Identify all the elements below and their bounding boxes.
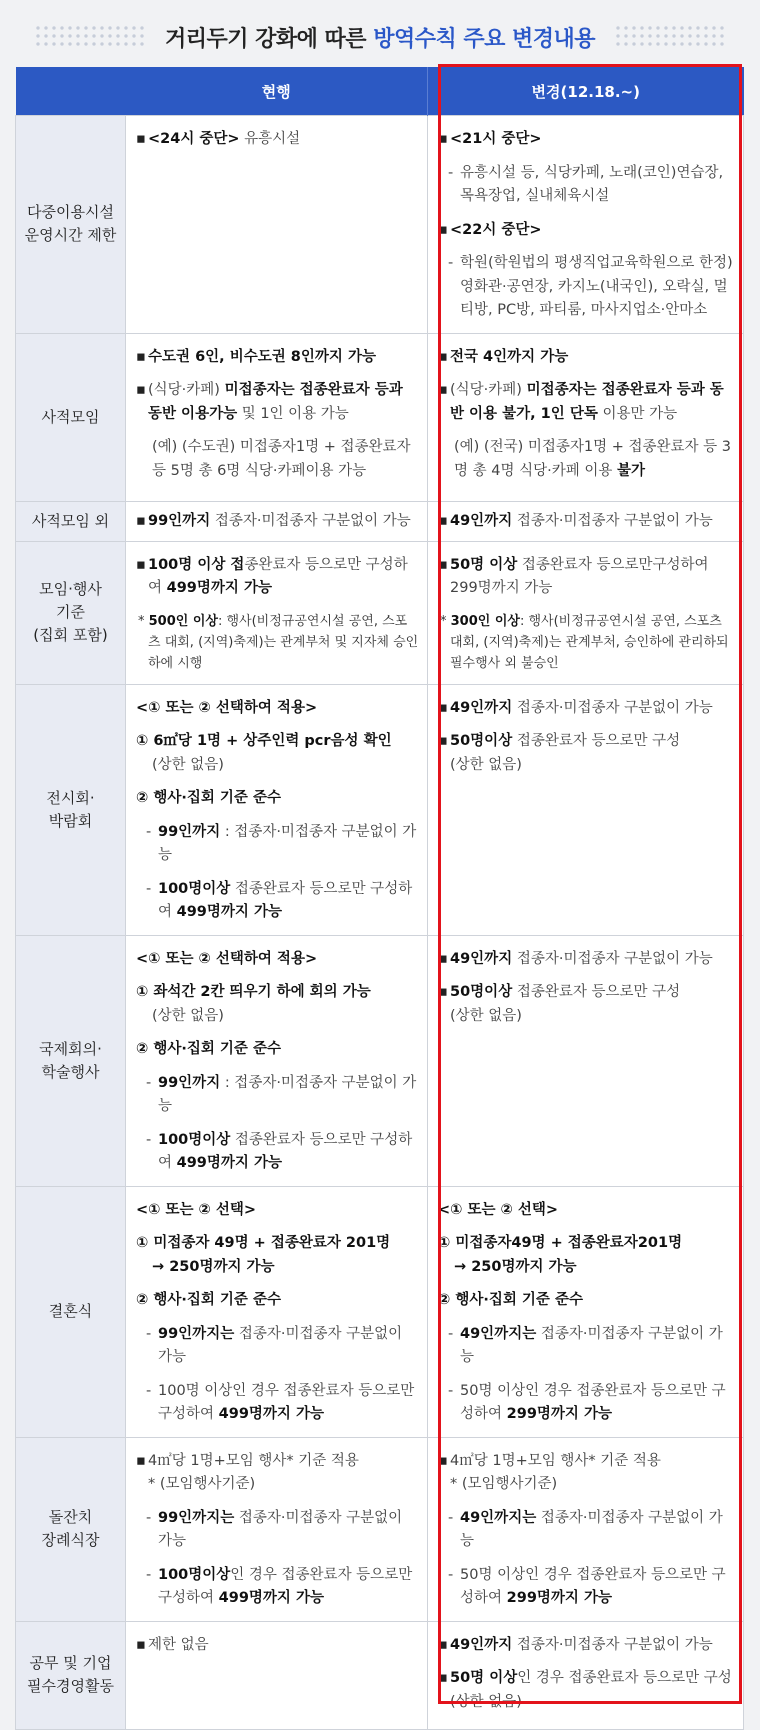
current-cell — [126, 541, 428, 684]
current-line: <① 또는 ② 선택> — [136, 1201, 257, 1218]
current-line: ▪ 제한 없음 — [136, 1634, 419, 1658]
current-cell — [126, 1186, 428, 1437]
current-line: * 500인 이상: 행사(비정규공연시설 공연, 스포츠 대회, (지역)축제)는 관계부처 및 지자체 승인 하에 시행 — [138, 613, 419, 671]
changed-line: ▪ 4㎡당 1명+모임 행사* 기준 적용 * (모임행사기준) — [438, 1450, 735, 1497]
changed-line: ▪ 49인까지 접종자·미접종자 구분없이 가능 — [438, 948, 735, 972]
table-row — [16, 935, 744, 1186]
table-body — [16, 116, 744, 1730]
changed-line: - 유흥시설 등, 식당카페, 노래(코인)연습장, 목욕장업, 실내체육시설 — [438, 162, 735, 209]
changed-line: <① 또는 ② 선택> — [438, 1201, 559, 1218]
changed-line: ▪ (식당·카페) 미접종자는 접종완료자 등과 동반 이용 불가, 1인 단독 이용만 가능 — [438, 379, 735, 426]
current-line: ▪ 4㎡당 1명+모임 행사* 기준 적용 * (모임행사기준) — [136, 1450, 419, 1497]
table-row — [16, 1186, 744, 1437]
comparison-table — [15, 67, 744, 1730]
table-row — [16, 116, 744, 334]
table-row — [16, 1437, 744, 1621]
current-line: ② 행사·집회 기준 준수 — [136, 1041, 281, 1057]
changed-line: ▪ 50명이상 접종완료자 등으로만 구성 (상한 없음) — [438, 730, 735, 777]
row-category: 전시회· 박람회 — [16, 684, 126, 935]
title-highlight: 방역수칙 주요 변경내용 — [373, 27, 596, 52]
current-cell — [126, 684, 428, 935]
row-category: 공무 및 기업 필수경영활동 — [16, 1621, 126, 1729]
changed-line: * 300인 이상: 행사(비정규공연시설 공연, 스포츠 대회, (지역)축제)는 관계부처, 승인하에 관리하되 필수행사 외 불승인 — [440, 613, 729, 671]
current-cell — [126, 1621, 428, 1729]
changed-cell — [428, 1437, 744, 1621]
changed-line: - 학원(학원법의 평생직업교육학원으로 한정) 영화관·공연장, 카지노(내국인), 오락실, 멀티방, PC방, 파티룸, 마사지업소·안마소 — [438, 252, 735, 323]
changed-line: - 49인까지는 접종자·미접종자 구분없이 가능 — [438, 1507, 735, 1554]
changed-line: ▪ 50명 이상 접종완료자 등으로만구성하여 299명까지 가능 — [438, 554, 735, 601]
page-title — [0, 22, 760, 53]
current-line: ① 미접종자 49명 + 접종완료자 201명 → 250명까지 가능 — [136, 1235, 391, 1275]
current-line: ▪ (식당·카페) 미접종자는 접종완료자 등과 동반 이용가능 및 1인 이용 가능 — [136, 379, 419, 426]
current-line: <① 또는 ② 선택하여 적용> — [136, 950, 318, 967]
current-line: - 100명이상 접종완료자 등으로만 구성하여 499명까지 가능 — [136, 878, 419, 925]
changed-cell — [428, 541, 744, 684]
changed-line: ▪ 50명이상 접종완료자 등으로만 구성 (상한 없음) — [438, 981, 735, 1028]
current-line: ① 6㎡당 1명 + 상주인력 pcr음성 확인 (상한 없음) — [136, 733, 392, 773]
current-line: - 99인까지는 접종자·미접종자 구분없이 가능 — [136, 1507, 419, 1554]
changed-line: ▪ 50명 이상인 경우 접종완료자 등으로만 구성(상한 없음) — [438, 1667, 735, 1714]
header-category — [16, 67, 126, 116]
changed-cell — [428, 1621, 744, 1729]
current-line: ② 행사·집회 기준 준수 — [136, 1292, 281, 1308]
table-row — [16, 1621, 744, 1729]
changed-line: ▪ 49인까지 접종자·미접종자 구분없이 가능 — [438, 510, 735, 534]
table-row — [16, 541, 744, 684]
current-line: ② 행사·집회 기준 준수 — [136, 790, 281, 806]
row-category: 사적모임 — [16, 333, 126, 501]
table-row — [16, 501, 744, 541]
changed-cell — [428, 333, 744, 501]
changed-cell — [428, 935, 744, 1186]
changed-line: ▪ 전국 4인까지 가능 — [438, 346, 735, 370]
current-cell — [126, 935, 428, 1186]
title-area — [0, 0, 760, 62]
current-line: - 100명 이상인 경우 접종완료자 등으로만 구성하여 499명까지 가능 — [136, 1380, 419, 1427]
row-category: 결혼식 — [16, 1186, 126, 1437]
current-line: - 100명이상인 경우 접종완료자 등으로만 구성하여 499명까지 가능 — [136, 1564, 419, 1611]
row-category: 돌잔치 장례식장 — [16, 1437, 126, 1621]
table-row — [16, 333, 744, 501]
current-line: ▪ 100명 이상 접종완료자 등으로만 구성하여 499명까지 가능 — [136, 554, 419, 601]
changed-line: - 50명 이상인 경우 접종완료자 등으로만 구성하여 299명까지 가능 — [438, 1380, 735, 1427]
current-cell — [126, 116, 428, 334]
current-line: ① 좌석간 2칸 띄우기 하에 회의 가능 (상한 없음) — [136, 984, 371, 1024]
current-line: - 99인까지 : 접종자·미접종자 구분없이 가능 — [136, 1072, 419, 1119]
table-header-row — [16, 67, 744, 116]
current-line: - 99인까지는 접종자·미접종자 구분없이 가능 — [136, 1323, 419, 1370]
changed-cell — [428, 684, 744, 935]
changed-cell — [428, 1186, 744, 1437]
changed-line: ② 행사·집회 기준 준수 — [438, 1292, 583, 1308]
row-category: 국제회의· 학술행사 — [16, 935, 126, 1186]
table-row — [16, 684, 744, 935]
current-line: - 100명이상 접종완료자 등으로만 구성하여 499명까지 가능 — [136, 1129, 419, 1176]
current-line: (예) (수도권) 미접종자1명 + 접종완료자 등 5명 총 6명 식당·카페이용 가능 — [152, 439, 411, 479]
changed-cell — [428, 116, 744, 334]
changed-line: ▪ <21시 중단> — [438, 128, 735, 152]
current-line: - 99인까지 : 접종자·미접종자 구분없이 가능 — [136, 821, 419, 868]
current-line: ▪ 수도권 6인, 비수도권 8인까지 가능 — [136, 346, 419, 370]
changed-line: - 50명 이상인 경우 접종완료자 등으로만 구성하여 299명까지 가능 — [438, 1564, 735, 1611]
changed-line: ▪ <22시 중단> — [438, 219, 735, 243]
current-cell — [126, 501, 428, 541]
changed-line: ▪ 49인까지 접종자·미접종자 구분없이 가능 — [438, 1634, 735, 1658]
current-cell — [126, 333, 428, 501]
changed-line: - 49인까지는 접종자·미접종자 구분없이 가능 — [438, 1323, 735, 1370]
current-cell — [126, 1437, 428, 1621]
header-changed: 변경(12.18.~) — [428, 67, 744, 116]
changed-cell — [428, 501, 744, 541]
current-line: ▪ <24시 중단> 유흥시설 — [136, 128, 419, 152]
header-current: 현행 — [126, 67, 428, 116]
title-text: 거리두기 강화에 따른 — [164, 27, 374, 52]
row-category: 사적모임 외 — [16, 501, 126, 541]
current-line: <① 또는 ② 선택하여 적용> — [136, 699, 318, 716]
changed-line: ① 미접종자49명 + 접종완료자201명 → 250명까지 가능 — [438, 1235, 683, 1275]
changed-line: ▪ 49인까지 접종자·미접종자 구분없이 가능 — [438, 697, 735, 721]
current-line: ▪ 99인까지 접종자·미접종자 구분없이 가능 — [136, 510, 419, 534]
row-category: 다중이용시설 운영시간 제한 — [16, 116, 126, 334]
row-category: 모임·행사 기준 (집회 포함) — [16, 541, 126, 684]
changed-line: (예) (전국) 미접종자1명 + 접종완료자 등 3명 총 4명 식당·카페 이용 불가 — [454, 439, 731, 479]
